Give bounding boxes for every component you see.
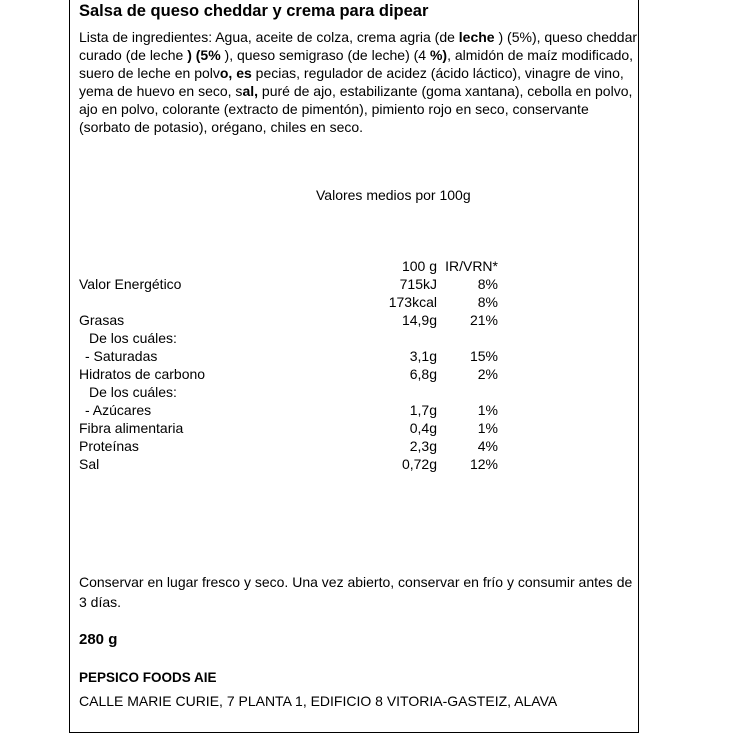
row-label: Grasas: [79, 312, 125, 328]
row-value: 715kJ: [399, 276, 437, 292]
row-label: Proteínas: [79, 438, 139, 454]
ingredient-segment: ) (5%), queso cheddar curado (de leche: [79, 29, 638, 63]
row-value: 0,72g: [401, 456, 437, 472]
table-row: [0, 312, 735, 330]
nutrition-header: [0, 258, 735, 276]
row-value: 0,4g: [409, 420, 437, 436]
row-percent: 2%: [477, 366, 498, 382]
header-ir-vrn: IR/VRN*: [445, 258, 498, 274]
row-label: Fibra alimentaria: [79, 420, 184, 436]
row-label: Hidratos de carbono: [79, 366, 206, 382]
ingredient-segment: Lista de ingredientes: Agua, aceite de colza, crema agria (de: [79, 29, 459, 45]
row-percent: 1%: [477, 402, 498, 418]
row-label: Valor Energético: [79, 276, 182, 292]
row-value: 14,9g: [401, 312, 437, 328]
row-label: - Saturadas: [85, 348, 158, 364]
storage-instructions: Conservar en lugar fresco y seco. Una vez abierto, conservar en frío y consumir antes de 3 días.: [79, 574, 633, 610]
table-row: [0, 276, 735, 294]
table-row: [0, 330, 735, 348]
row-percent: 8%: [477, 276, 498, 292]
ingredient-segment: ) (5%: [187, 47, 221, 63]
row-percent: 12%: [469, 456, 498, 472]
table-row: [0, 294, 735, 312]
row-value: 1,7g: [409, 402, 437, 418]
ingredient-segment: al,: [242, 83, 259, 99]
row-label: De los cuáles:: [89, 330, 177, 346]
row-percent: 1%: [477, 420, 498, 436]
row-label: De los cuáles:: [89, 384, 177, 400]
table-row: [0, 402, 735, 420]
ingredient-segment: %): [429, 47, 448, 63]
product-title: Salsa de queso cheddar y crema para dipear: [79, 2, 429, 20]
row-value: 3,1g: [409, 348, 437, 364]
row-percent: 21%: [469, 312, 498, 328]
row-percent: 15%: [469, 348, 498, 364]
row-label: - Azúcares: [85, 402, 152, 418]
net-weight: 280 g: [79, 631, 118, 648]
nutrition-subtitle: Valores medios por 100g: [316, 187, 471, 203]
company-address: CALLE MARIE CURIE, 7 PLANTA 1, EDIFICIO 8 VITORIA-GASTEIZ, ALAVA: [79, 693, 558, 709]
table-row: [0, 420, 735, 438]
row-value: 2,3g: [409, 438, 437, 454]
table-row: [0, 366, 735, 384]
table-row: [0, 384, 735, 402]
ingredient-segment: pecias, regulador de acidez (ácido láctico), vinagre de vino, yema de huevo en seco, s: [79, 65, 624, 99]
row-value: 173kcal: [388, 294, 437, 310]
row-value: 6,8g: [409, 366, 437, 382]
row-percent: 8%: [477, 294, 498, 310]
row-percent: 4%: [477, 438, 498, 454]
table-row: [0, 348, 735, 366]
ingredient-segment: ), queso semigraso (de leche) (4: [220, 47, 430, 63]
row-label: Sal: [79, 456, 100, 472]
ingredient-segment: , almidón de maíz modificado, suero de leche en polv: [79, 47, 634, 81]
header-per-100g: 100 g: [401, 258, 437, 274]
ingredient-segment: leche: [458, 29, 495, 45]
table-row: [0, 456, 735, 474]
ingredient-segment: o, es: [219, 65, 252, 81]
ingredient-segment: puré de ajo, estabilizante (goma xantana), cebolla en polvo, ajo en polvo, colorante (extracto de pimentón), pimiento rojo en seco, conservante (sorbato de potasio), orégano, chiles en seco.: [79, 83, 633, 135]
table-row: [0, 438, 735, 456]
ingredients-text: [79, 28, 639, 136]
company-name: PEPSICO FOODS AIE: [79, 670, 217, 685]
